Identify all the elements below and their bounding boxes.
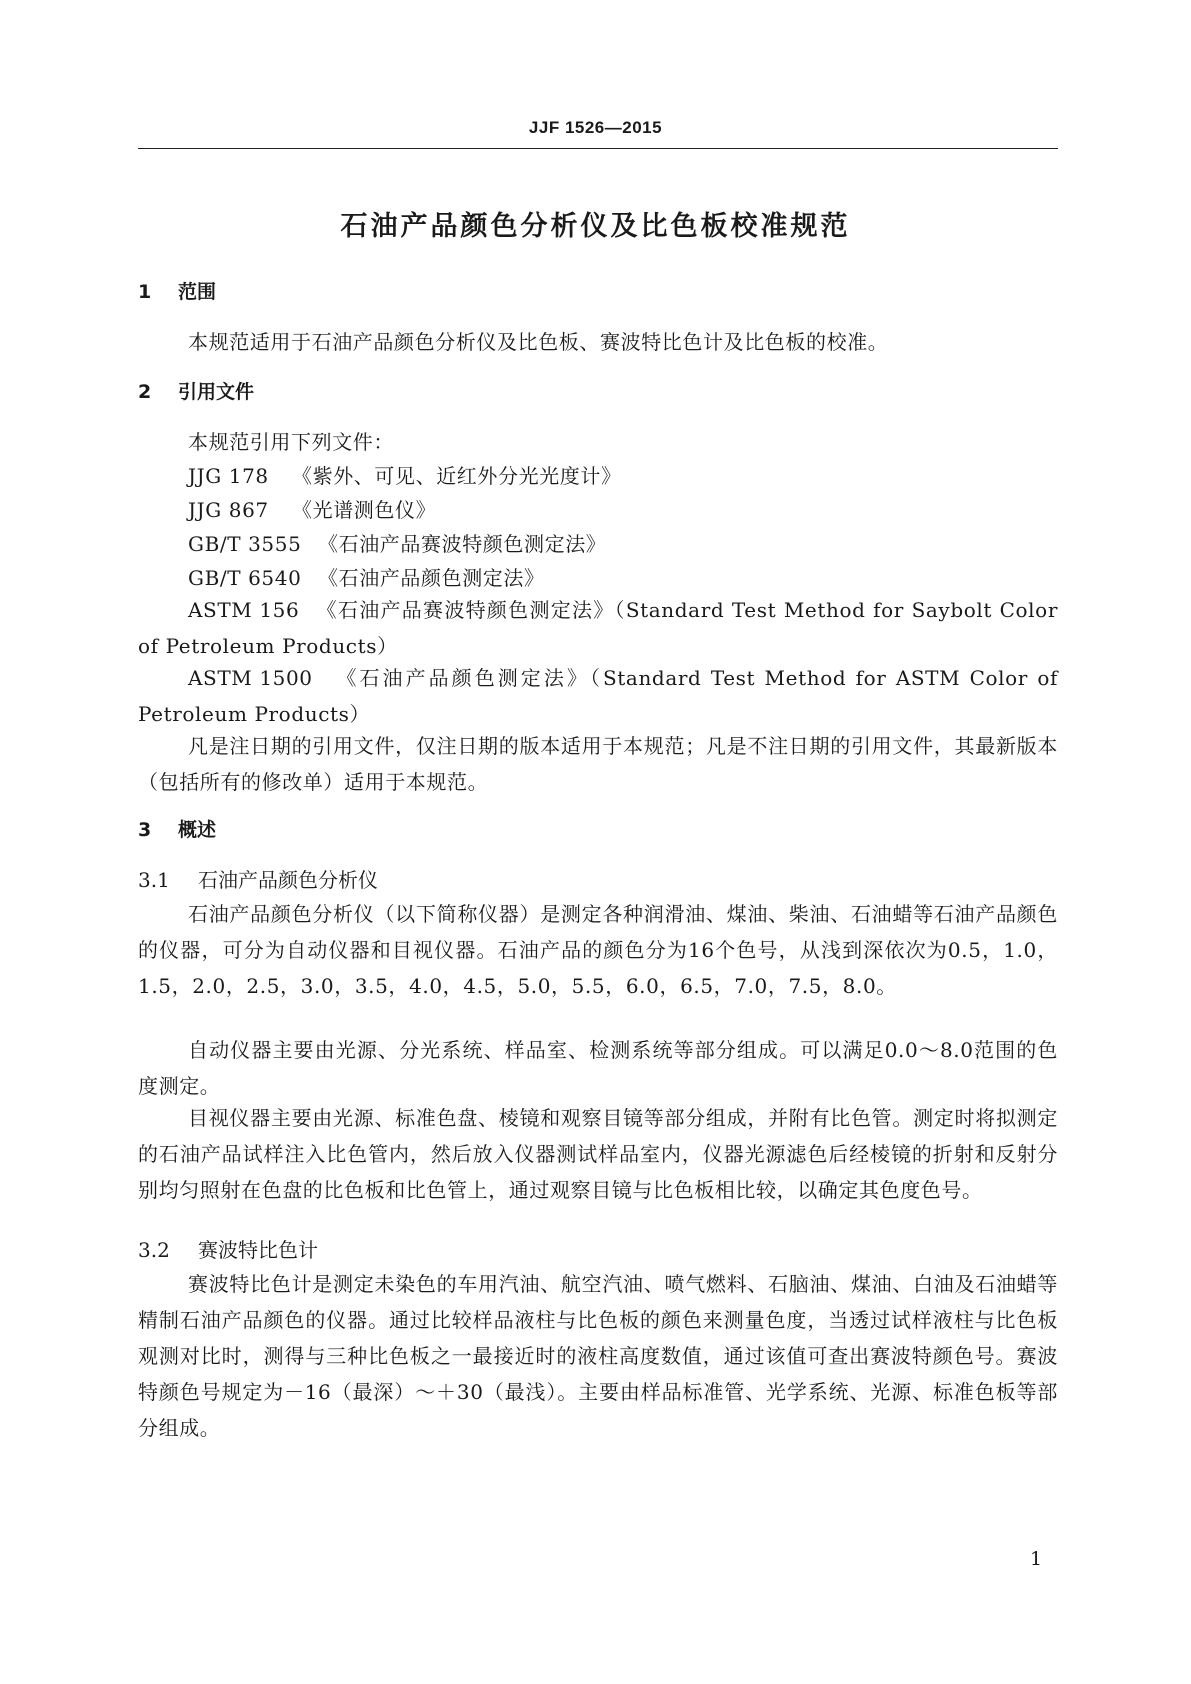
references-note: 凡是注日期的引用文件，仅注日期的版本适用于本规范；凡是不注日期的引用文件，其最新版本（包括所有的修改单）适用于本规范。: [138, 734, 1058, 794]
page-number: 1: [1030, 1548, 1043, 1570]
reference-item: [138, 592, 1058, 664]
reference-code: JJG 867: [188, 498, 269, 522]
references-intro: 本规范引用下列文件：: [188, 430, 394, 454]
standard-code: JJF 1526—2015: [528, 118, 663, 137]
reference-code: ASTM 1500: [188, 666, 313, 690]
subsection-3-1-paragraph-3: 目视仪器主要由光源、标准色盘、棱镜和观察目镜等部分组成，并附有比色管。测定时将拟测定的石油产品试样注入比色管内，然后放入仪器测试样品室内，仪器光源滤色后经棱镜的折射和反射分别均匀照射在色盘的比色板和比色管上，通过观察目镜与比色板相比较，以确定其色度色号。: [138, 1106, 1058, 1202]
reference-title: 《石油产品赛波特颜色测定法》: [318, 532, 607, 556]
section-title: 范围: [178, 281, 217, 303]
subsection-3-1-paragraph-1: 石油产品颜色分析仪（以下简称仪器）是测定各种润滑油、煤油、柴油、石油蜡等石油产品颜色的仪器，可分为自动仪器和目视仪器。石油产品的颜色分为16个色号，从浅到深依次为0.5，1.0，1.5，2.0，2.5，3.0，3.5，4.0，4.5，5.0，5.5，6.0，6.5，7.0，7.5，8.0。: [138, 902, 1058, 998]
section-number: 2: [138, 381, 152, 403]
section-2-heading: [138, 380, 254, 404]
reference-code: ASTM 156: [188, 598, 300, 622]
section-number: 1: [138, 281, 152, 303]
subsection-number: 3.1: [138, 868, 170, 892]
section-number: 3: [138, 819, 152, 841]
reference-title: 《石油产品赛波特颜色测定法》（Standard Test Method for Saybolt Color of Petroleum Products）: [138, 598, 1058, 658]
reference-item: [188, 564, 545, 592]
reference-code: GB/T 3555: [188, 532, 302, 556]
section-title: 引用文件: [178, 381, 255, 403]
reference-title: 《光谱测色仪》: [292, 498, 437, 522]
section-1-heading: [138, 280, 216, 304]
subsection-3-1-paragraph-2: 自动仪器主要由光源、分光系统、样品室、检测系统等部分组成。可以满足0.0～8.0范围的色度测定。: [138, 1038, 1058, 1098]
section-title: 概述: [178, 819, 217, 841]
section-3-heading: [138, 818, 216, 842]
section-1-text: 本规范适用于石油产品颜色分析仪及比色板、赛波特比色计及比色板的校准。: [188, 330, 889, 354]
subsection-title: 赛波特比色计: [198, 1238, 318, 1262]
reference-item: [188, 496, 436, 524]
document-title: 石油产品颜色分析仪及比色板校准规范: [340, 211, 851, 242]
reference-title: 《石油产品颜色测定法》: [318, 566, 545, 590]
reference-item: [188, 530, 606, 558]
subsection-3-1-heading: [138, 866, 378, 894]
subsection-number: 3.2: [138, 1238, 170, 1262]
subsection-3-2-paragraph-1: 赛波特比色计是测定未染色的车用汽油、航空汽油、喷气燃料、石脑油、煤油、白油及石油蜡等精制石油产品颜色的仪器。通过比较样品液柱与比色板的颜色来测量色度，当透过试样液柱与比色板观测对比时，测得与三种比色板之一最接近时的液柱高度数值，通过该值可查出赛波特颜色号。赛波特颜色号规定为－16（最深）～＋30（最浅）。主要由样品标准管、光学系统、光源、标准色板等部分组成。: [138, 1272, 1058, 1440]
reference-title: 《石油产品颜色测定法》（Standard Test Method for ASTM Color of Petroleum Products）: [138, 666, 1058, 726]
reference-item: [188, 462, 622, 490]
reference-item: [138, 660, 1058, 732]
subsection-title: 石油产品颜色分析仪: [198, 868, 378, 892]
subsection-3-2-heading: [138, 1236, 318, 1264]
reference-code: JJG 178: [188, 464, 269, 488]
reference-code: GB/T 6540: [188, 566, 302, 590]
reference-title: 《紫外、可见、近红外分光光度计》: [292, 464, 622, 488]
